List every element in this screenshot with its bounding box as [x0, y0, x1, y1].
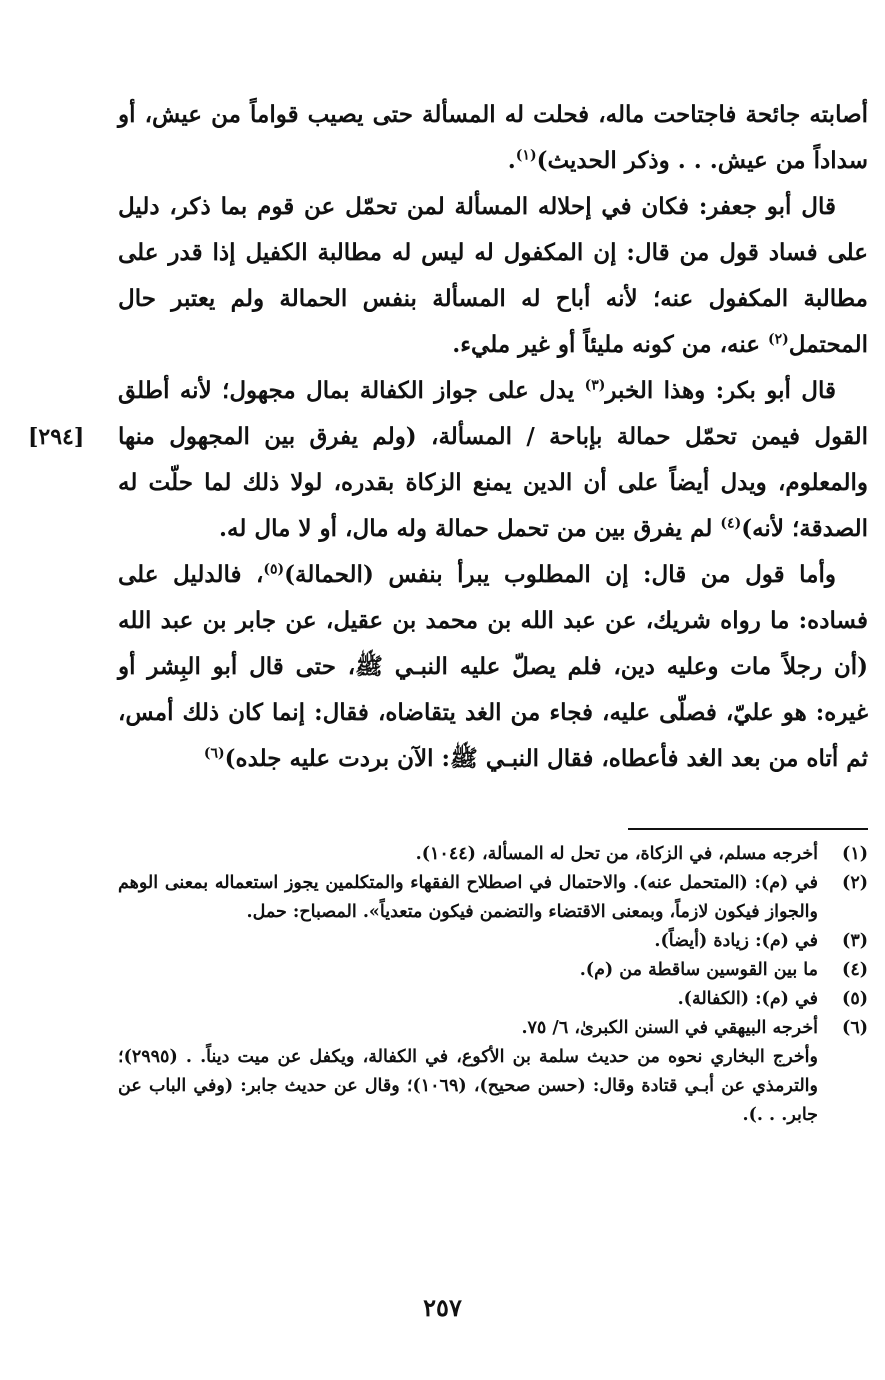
footnote-ref: (١) [515, 147, 537, 164]
text-segment: يدل على جواز الكفالة بمال مجهول؛ لأنه أطلق القول فيمن تحمّل حمالة بإباحة / المسألة، (ولم يفرق بين المجهول منها والمعلوم، ويدل أيضاً على أن الدين يمنع الزكاة بقدره، لولا ذلك لما حلّت له الصدقة؛ لأنه) [118, 377, 868, 542]
text-segment: . [507, 147, 516, 174]
footnote-ref: (٤) [720, 515, 742, 532]
footnote-number: (٦) [842, 1018, 868, 1038]
footnote-text: وأخرج البخاري نحوه من حديث سلمة بن الأكوع، في الكفالة، ويكفل عن ميت ديناً. . (٢٩٩٥)؛ والترمذي عن أبـي قتادة وقال: (حسن صحيح)، (١٠٦٩)؛ وقال عن حديث جابر: (وفي الباب عن جابر. . .). [118, 1047, 818, 1125]
footnote-text: في (م): (المتحمل عنه). والاحتمال في اصطلاح الفقهاء والمتكلمين يجوز استعماله بمعنى الوهم والجواز فيكون لازماً، وبمعنى الاقتضاء والتضمن فيكون متعدياً». المصباح: حمل. [118, 873, 818, 922]
footnote-ref: (٥) [263, 561, 285, 578]
footnote-number: (٤) [842, 960, 868, 980]
footnote-text: في (م): زيادة (أيضاً). [654, 931, 818, 951]
footnote-separator [628, 828, 868, 830]
footnote-continuation [118, 1043, 868, 1130]
footnote-number: (٢) [842, 873, 868, 893]
footnotes [118, 840, 868, 1130]
text-segment: ، فالدليل على فساده: ما رواه شريك، عن عبد الله بن محمد بن عقيل، عن جابر بن عبد الله (أن رجلاً مات وعليه دين، فلم يصلّ عليه النبـي ﷺ، حتى قال أبو البِشر أو غيره: هو عليّ، فصلّى عليه، فجاء من الغد يتقاضاه، فقال: إنما كان ذلك أمس، ثم أتاه من بعد الغد فأعطاه، فقال النبـي ﷺ: الآن بردت عليه جلده) [118, 561, 868, 772]
footnote-text: أخرجه البيهقي في السنن الكبرىٰ، ٦/ ٧٥. [521, 1018, 818, 1038]
text-segment: قال أبو جعفر: فكان في إحلاله المسألة لمن تحمّل عن قوم بما ذكر، دليل على فساد قول من قال: إن المكفول له ليس له مطالبة الكفيل إذا قدر على مطالبة المكفول عنه؛ لأنه أباح له المسألة بنفس الحمالة ولم يعتبر حال المحتمل [118, 193, 868, 358]
footnote-ref: (٦) [203, 745, 225, 762]
footnote-ref: (٣) [584, 377, 606, 394]
main-text [118, 92, 868, 782]
footnote [118, 1014, 868, 1043]
footnote-number: (٥) [842, 989, 868, 1009]
footnote-number: (٣) [842, 931, 868, 951]
footnote [118, 956, 868, 985]
footnote-number: (١) [842, 844, 868, 864]
text-segment: لم يفرق بين من تحمل حمالة وله مال، أو لا مال له. [219, 515, 721, 542]
text-segment: أصابته جائحة فاجتاحت ماله، فحلت له المسألة حتى يصيب قواماً من عيش، أو سداداً من عيش. . . وذكر الحديث) [118, 101, 868, 174]
footnote-text: أخرجه مسلم، في الزكاة، من تحل له المسألة، (١٠٤٤). [415, 844, 818, 864]
text-segment: قال أبو بكر: وهذا الخبر [605, 377, 836, 404]
footnote [118, 985, 868, 1014]
paragraph-2 [118, 184, 868, 368]
footnote-ref: (٢) [768, 331, 789, 348]
text-segment: وأما قول من قال: إن المطلوب يبرأ بنفس (الحمالة) [284, 561, 836, 588]
footnote-text: ما بين القوسين ساقطة من (م). [579, 960, 818, 980]
footnote [118, 840, 868, 869]
manuscript-page-marker: [٢٩٤] [28, 424, 85, 450]
page-number: ٢٥٧ [423, 1293, 462, 1322]
paragraph-4 [118, 552, 868, 782]
footnote-text: في (م): (الكفالة). [677, 989, 818, 1009]
footnote [118, 927, 868, 956]
paragraph-3 [118, 368, 868, 552]
text-segment: عنه، من كونه مليئاً أو غير مليء. [452, 331, 769, 358]
footnote-number-spacer [818, 1043, 868, 1130]
paragraph-1 [118, 92, 868, 184]
footnote [118, 869, 868, 927]
